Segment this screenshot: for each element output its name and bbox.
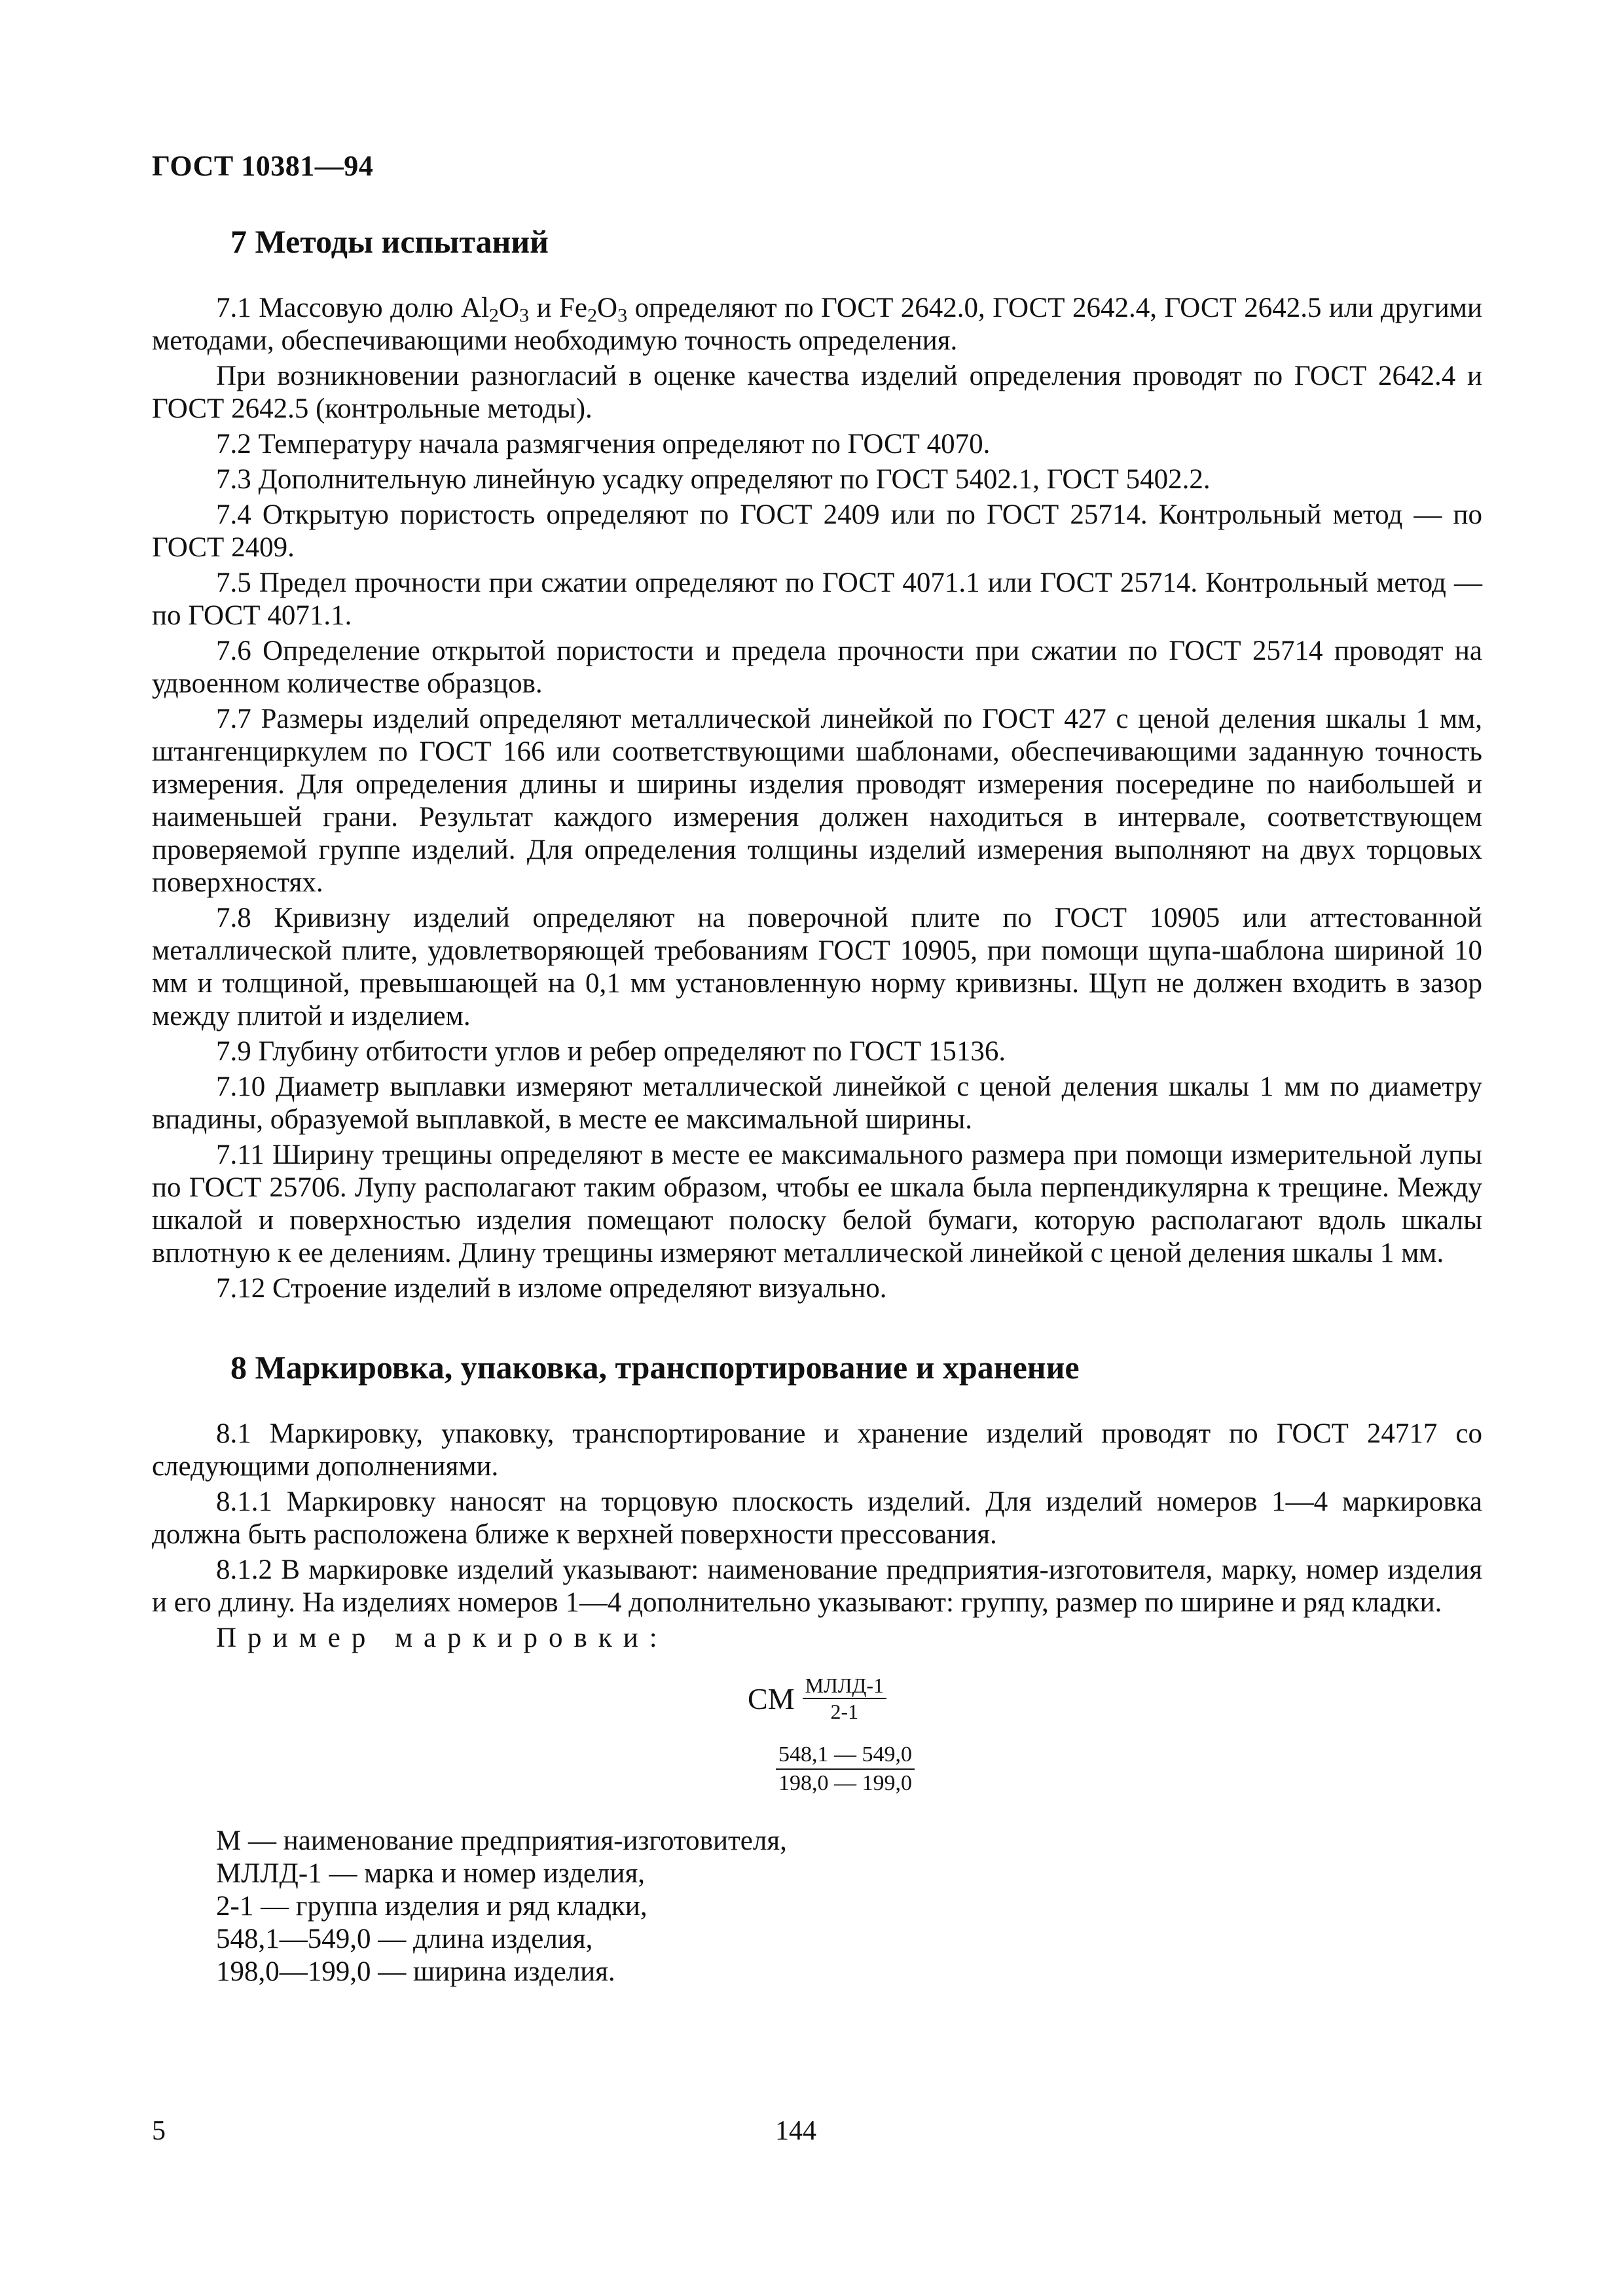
document-header: ГОСТ 10381—94: [152, 150, 374, 182]
paragraph-7-10: 7.10 Диаметр выплавки измеряют металлической линейкой с ценой деления шкалы 1 мм по диаметру впадины, образуемой выплавкой, в месте ее максимальной ширины.: [152, 1071, 1482, 1135]
section-8-title: 8 Маркировка, упаковка, транспортирование и хранение: [230, 1349, 1080, 1386]
legend-item: 2-1 — группа изделия и ряд кладки,: [216, 1891, 647, 1922]
legend-item: 548,1—549,0 — длина изделия,: [216, 1924, 593, 1954]
paragraph-7-9: 7.9 Глубину отбитости углов и ребер определяют по ГОСТ 15136.: [216, 1036, 1006, 1067]
paragraph-8-1-2: 8.1.2 В маркировке изделий указывают: наименование предприятия-изготовителя, марку, номер изделия и его длину. На изделиях номеров 1—4 дополнительно указывают: группу, размер по ширине и ряд кладки.: [152, 1554, 1482, 1618]
marking-bottom-fraction: [776, 1742, 915, 1796]
example-heading: Пример маркировки:: [216, 1623, 668, 1653]
marking-width: 198,0 — 199,0: [778, 1771, 912, 1795]
marking-length: 548,1 — 549,0: [776, 1742, 915, 1770]
document-body: [152, 223, 1482, 1988]
legend-item: МЛЛД-1 — марка и номер изделия,: [216, 1858, 645, 1889]
page-number-center: 144: [775, 2116, 816, 2146]
marking-brand: МЛЛД-1: [803, 1674, 886, 1699]
paragraph: При возникновении разногласий в оценке качества изделий определения проводят по ГОСТ 2642.4 и ГОСТ 2642.5 (контрольные методы).: [152, 361, 1482, 424]
section-7-title: 7 Методы испытаний: [230, 223, 549, 260]
paragraph-7-5: 7.5 Предел прочности при сжатии определяют по ГОСТ 4071.1 или ГОСТ 25714. Контрольный метод — по ГОСТ 4071.1.: [152, 567, 1482, 631]
marking-prefix: СМ: [748, 1681, 795, 1715]
marking-legend: [152, 1825, 1482, 1988]
legend-item: М — наименование предприятия-изготовителя,: [216, 1825, 787, 1856]
page-number-left: 5: [152, 2116, 166, 2146]
paragraph-7-7: 7.7 Размеры изделий определяют металлической линейкой по ГОСТ 427 с ценой деления шкалы 1 мм, штангенциркулем по ГОСТ 166 или соответствующими шаблонами, обеспечивающими заданную точность измерения. Для определения длины и ширины изделия проводят измерения посередине по наибольшей и наименьшей грани. Результат каждого измерения должен находиться в интервале, соответствующем проверяемой группе изделий. Для определения толщины изделий измерения выполняют на двух торцовых поверхностях.: [152, 704, 1482, 898]
marking-example: [152, 1674, 1482, 1796]
paragraph-8-1: 8.1 Маркировку, упаковку, транспортирование и хранение изделий проводят по ГОСТ 24717 со следующими дополнениями.: [152, 1418, 1482, 1482]
paragraph-7-6: 7.6 Определение открытой пористости и предела прочности при сжатии по ГОСТ 25714 проводят на удвоенном количестве образцов.: [152, 636, 1482, 699]
marking-top-fraction: [803, 1674, 886, 1723]
paragraph-8-1-1: 8.1.1 Маркировку наносят на торцовую плоскость изделий. Для изделий номеров 1—4 маркировка должна быть расположена ближе к верхней поверхности прессования.: [152, 1486, 1482, 1550]
paragraph-7-11: 7.11 Ширину трещины определяют в месте ее максимального размера при помощи измерительной лупы по ГОСТ 25706. Лупу располагают таким образом, чтобы ее шкала была перпендикулярна к трещине. Между шкалой и поверхностью изделия помещают полоску белой бумаги, которую располагают вдоль шкалы вплотную к ее делениям. Длину трещины измеряют металлической линейкой с ценой деления шкалы 1 мм.: [152, 1139, 1482, 1268]
paragraph-7-4: 7.4 Открытую пористость определяют по ГОСТ 2409 или по ГОСТ 25714. Контрольный метод — по ГОСТ 2409.: [152, 499, 1482, 563]
paragraph-7-1: 7.1 Массовую долю $Al_2O_3$ и $Fe_2O_3$ определяют по ГОСТ 2642.0, ГОСТ 2642.4, ГОСТ 2642.5 или другими методами, обеспечивающими необходимую точность определения.: [152, 293, 1483, 356]
paragraph-7-3: 7.3 Дополнительную линейную усадку определяют по ГОСТ 5402.1, ГОСТ 5402.2.: [216, 464, 1211, 495]
marking-group: 2-1: [830, 1700, 859, 1723]
paragraph-7-8: 7.8 Кривизну изделий определяют на поверочной плите по ГОСТ 10905 или аттестованной металлической плите, удовлетворяющей требованиям ГОСТ 10905, при помощи щупа-шаблона шириной 10 мм и толщиной, превышающей на 0,1 мм установленную норму кривизны. Щуп не должен входить в зазор между плитой и изделием.: [152, 903, 1482, 1031]
legend-item: 198,0—199,0 — ширина изделия.: [216, 1956, 615, 1987]
paragraph-7-12: 7.12 Строение изделий в изломе определяют визуально.: [216, 1273, 887, 1304]
paragraph-7-2: 7.2 Температуру начала размягчения определяют по ГОСТ 4070.: [216, 429, 991, 459]
